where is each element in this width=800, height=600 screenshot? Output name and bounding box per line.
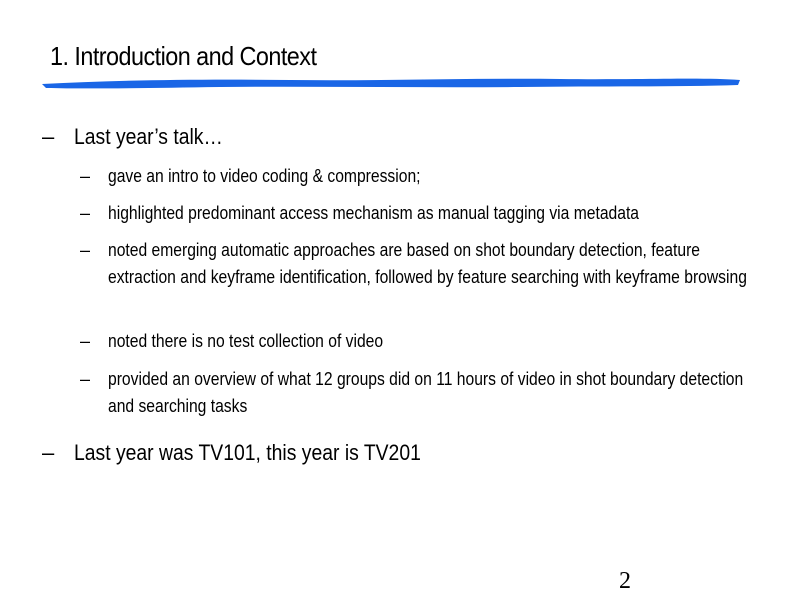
- title-underline: [40, 74, 742, 92]
- bullet-dash: –: [80, 331, 91, 351]
- bullet-dash: –: [42, 124, 55, 149]
- bullet-dash: –: [80, 369, 91, 389]
- bullet-dash: –: [42, 440, 55, 465]
- bullet-dash: –: [80, 166, 91, 186]
- bullet-text: Last year’s talk…: [74, 124, 223, 149]
- bullet-text: noted emerging automatic approaches are based on shot boundary detection, feature extraction and keyframe identification, followed by feature searching with keyframe browsing: [108, 240, 747, 287]
- bullet-dash: –: [80, 240, 91, 260]
- slide-title: 1. Introduction and Context: [50, 41, 317, 71]
- bullet-text: Last year was TV101, this year is TV201: [74, 440, 421, 465]
- bullet-text: noted there is no test collection of video: [108, 331, 384, 351]
- page-number: 2: [619, 568, 631, 594]
- bullet-text: gave an intro to video coding & compression;: [108, 166, 421, 186]
- bullet-dash: –: [80, 203, 91, 223]
- bullet-text: provided an overview of what 12 groups did on 11 hours of video in shot boundary detection and searching tasks: [108, 369, 744, 416]
- bullet-text: highlighted predominant access mechanism as manual tagging via metadata: [108, 203, 640, 223]
